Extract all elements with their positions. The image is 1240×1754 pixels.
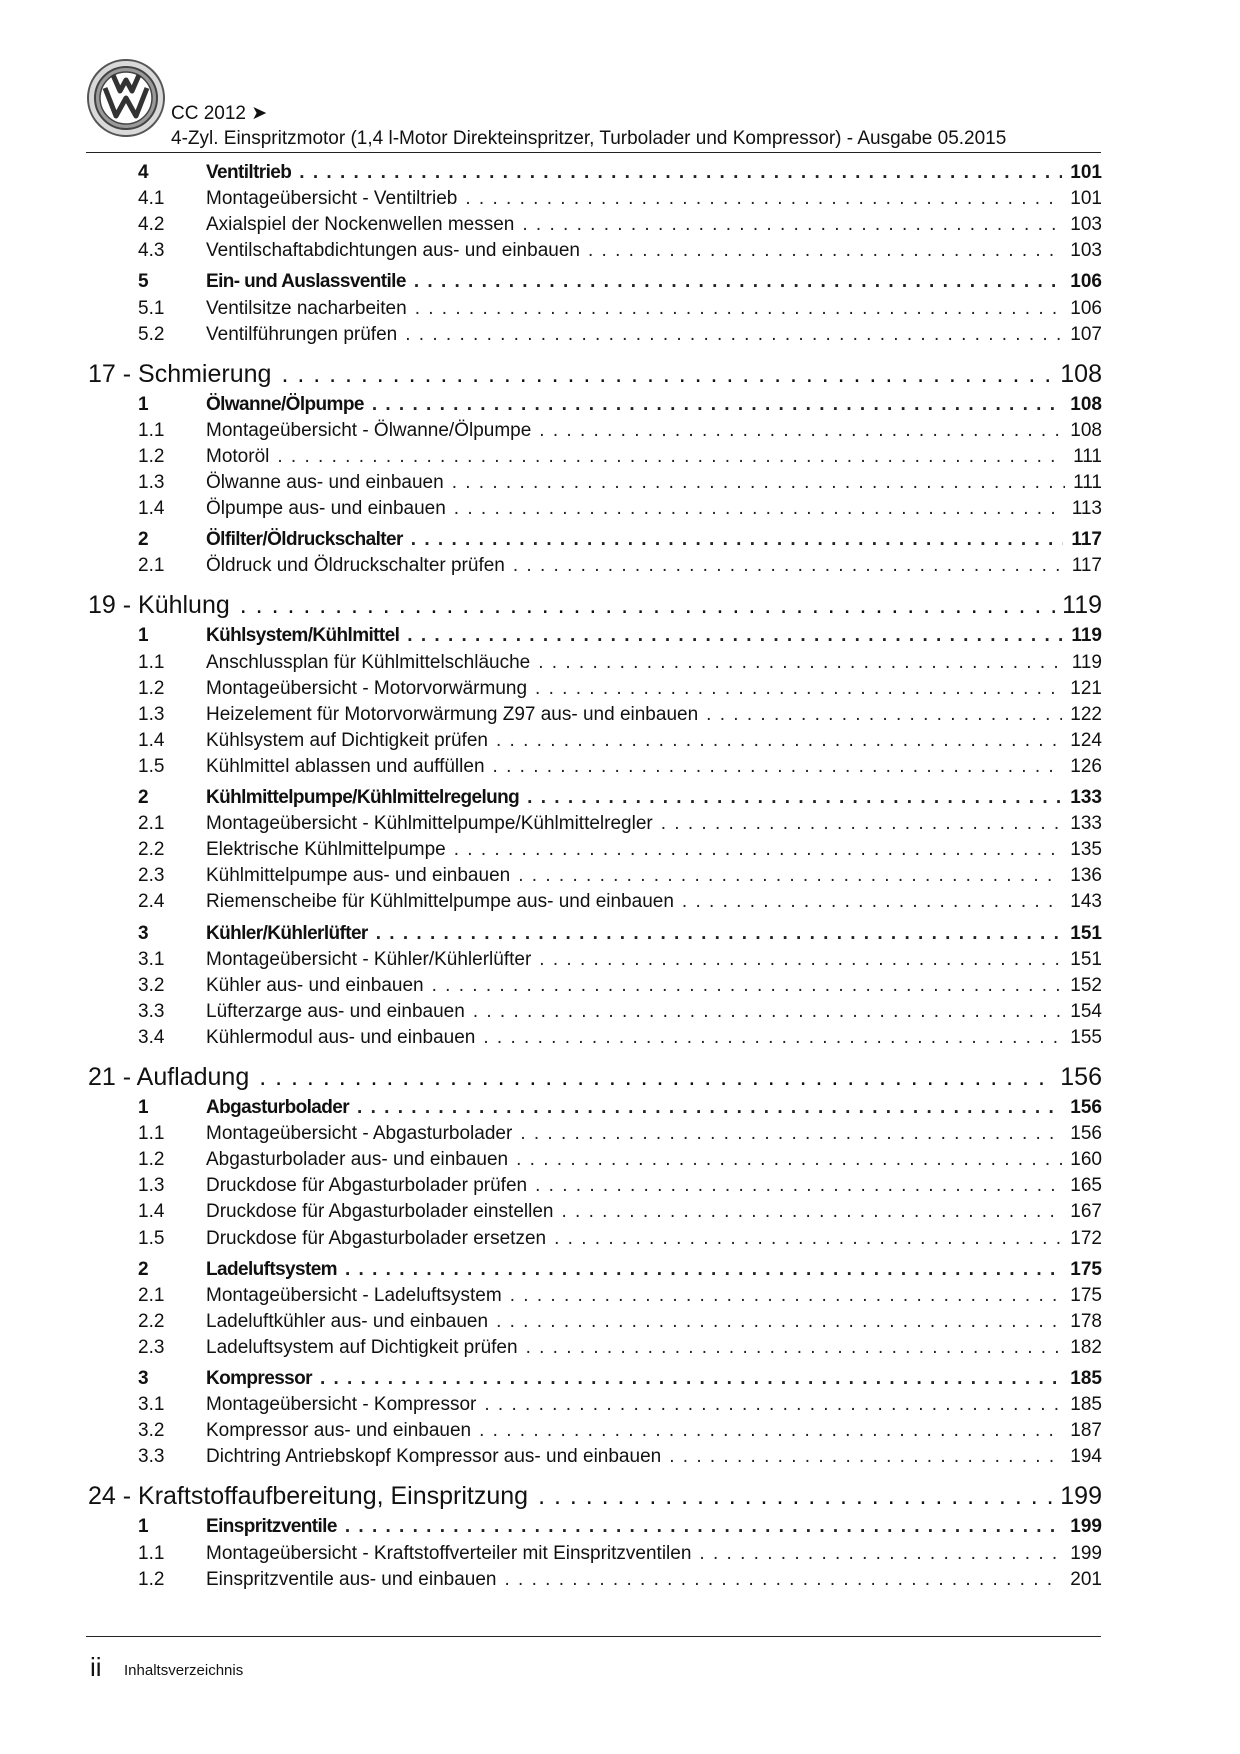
toc-entry[interactable] <box>0 186 1240 212</box>
toc-entry-number: 1.3 <box>138 1175 165 1197</box>
toc-entry[interactable] <box>0 1444 1240 1470</box>
toc-entry[interactable] <box>0 702 1240 728</box>
toc-entry-number: 3.2 <box>138 1420 165 1442</box>
toc-leader-dots <box>240 588 1058 622</box>
toc-page-number: 175 <box>1070 1284 1102 1306</box>
toc-chapter-entry[interactable] <box>0 392 1240 418</box>
toc-page-number: 103 <box>1070 214 1102 236</box>
toc-page-number: 101 <box>1070 188 1102 210</box>
toc-leader-dots <box>454 496 1064 522</box>
toc-entry-title: Anschlussplan für Kühlmittelschläuche <box>206 651 531 673</box>
toc-page-number: 172 <box>1070 1227 1102 1249</box>
toc-entry-number: 1.1 <box>138 1123 165 1145</box>
toc-leader-dots <box>452 470 1065 496</box>
toc-leader-dots <box>535 1173 1062 1199</box>
toc-leader-dots <box>484 1392 1062 1418</box>
toc-entry-title: Ventiltrieb <box>206 162 292 183</box>
toc-entry-number: 1.4 <box>138 729 165 751</box>
toc-entry[interactable] <box>0 496 1240 522</box>
toc-leader-dots <box>538 1479 1056 1513</box>
toc-entry-number: 1.1 <box>138 419 165 441</box>
toc-entry-title: Axialspiel der Nockenwellen messen <box>206 214 515 236</box>
toc-leader-dots <box>538 650 1063 676</box>
toc-page-number: 106 <box>1070 297 1102 319</box>
footer-label: Inhaltsverzeichnis <box>124 1662 244 1679</box>
toc-entry-title: Montageübersicht - Abgasturbolader <box>206 1123 513 1145</box>
toc-entry-number: 1 <box>138 625 149 647</box>
toc-section-title: 17 - Schmierung <box>88 359 272 388</box>
toc-leader-dots <box>513 553 1064 579</box>
toc-section-heading[interactable] <box>0 1060 1240 1094</box>
toc-entry-number: 2 <box>138 787 149 808</box>
toc-page-number: 185 <box>1070 1394 1102 1416</box>
toc-entry[interactable] <box>0 754 1240 780</box>
toc-leader-dots <box>414 269 1062 295</box>
toc-page-number: 154 <box>1070 1000 1102 1022</box>
toc-entry-title: Kühler/Kühlerlüfter <box>206 922 368 944</box>
toc-entry-title: Montageübersicht - Ölwanne/Ölpumpe <box>206 419 532 441</box>
toc-page-number: 182 <box>1070 1336 1102 1358</box>
toc-entry-number: 3 <box>138 922 149 944</box>
toc-leader-dots <box>516 1147 1062 1173</box>
toc-entry-number: 1.2 <box>138 445 165 467</box>
toc-leader-dots <box>669 1444 1062 1470</box>
toc-entry[interactable] <box>0 322 1240 348</box>
toc-entry-title: Ölfilter/Öldruckschalter <box>206 529 403 551</box>
toc-page-number: 119 <box>1062 591 1102 620</box>
toc-entry-title: Montageübersicht - Kompressor <box>206 1394 477 1416</box>
toc-entry-number: 1.3 <box>138 703 165 725</box>
toc-page-number: 152 <box>1070 974 1102 996</box>
toc-leader-dots <box>479 1418 1062 1444</box>
toc-entry-number: 3.1 <box>138 1394 165 1416</box>
toc-leader-dots <box>504 1567 1062 1593</box>
toc-page-number: 167 <box>1070 1201 1102 1223</box>
toc-entry-title: Kompressor aus- und einbauen <box>206 1420 472 1442</box>
toc-page-number: 175 <box>1070 1258 1102 1280</box>
toc-chapter-entry[interactable] <box>0 921 1240 947</box>
toc-entry-number: 1 <box>138 1097 149 1118</box>
header-divider <box>86 152 1101 153</box>
header-subtitle: 4-Zyl. Einspritzmotor (1,4 l-Motor Direkteinspritzer, Turbolader und Kompressor) - Ausgabe 05.2015 <box>171 128 1007 149</box>
toc-page-number: 111 <box>1073 445 1102 467</box>
toc-page-number: 155 <box>1070 1026 1102 1048</box>
toc-leader-dots <box>357 1095 1062 1121</box>
toc-entry-title: Druckdose für Abgasturbolader einstellen <box>206 1201 554 1223</box>
toc-entry-number: 1.1 <box>138 1542 165 1564</box>
toc-chapter-entry[interactable] <box>0 1514 1240 1540</box>
toc-entry-title: Ein- und Auslassventile <box>206 271 406 293</box>
toc-page-number: 122 <box>1070 703 1102 725</box>
toc-entry[interactable] <box>0 1335 1240 1361</box>
vw-logo-icon <box>86 58 166 138</box>
toc-entry-number: 2.3 <box>138 1336 165 1358</box>
toc-entry[interactable] <box>0 1121 1240 1147</box>
toc-leader-dots <box>527 785 1062 811</box>
toc-entry-title: Ladeluftsystem auf Dichtigkeit prüfen <box>206 1336 518 1358</box>
toc-entry-number: 4.2 <box>138 214 165 236</box>
toc-leader-dots <box>405 322 1062 348</box>
toc-page-number: 151 <box>1070 922 1102 944</box>
toc-entry[interactable] <box>0 1025 1240 1051</box>
toc-entry-number: 2.3 <box>138 865 165 887</box>
toc-entry-number: 3 <box>138 1368 149 1389</box>
toc-entry[interactable] <box>0 676 1240 702</box>
toc-leader-dots <box>522 212 1062 238</box>
toc-entry[interactable] <box>0 728 1240 754</box>
toc-entry-number: 2.2 <box>138 1310 165 1332</box>
toc-section-title: 19 - Kühlung <box>88 591 230 620</box>
toc-entry-title: Einspritzventile <box>206 1516 337 1538</box>
toc-page-number: 199 <box>1060 1482 1102 1511</box>
toc-entry-number: 2.2 <box>138 839 165 861</box>
toc-entry[interactable] <box>0 238 1240 264</box>
toc-chapter-entry[interactable] <box>0 1366 1240 1392</box>
toc-chapter-entry[interactable] <box>0 1257 1240 1283</box>
toc-entry[interactable] <box>0 470 1240 496</box>
toc-entry[interactable] <box>0 1567 1240 1593</box>
toc-entry-title: Öldruck und Öldruckschalter prüfen <box>206 555 505 577</box>
toc-leader-dots <box>493 754 1063 780</box>
toc-leader-dots <box>483 1025 1062 1051</box>
toc-page-number: 106 <box>1070 271 1102 293</box>
toc-page-number: 156 <box>1070 1123 1102 1145</box>
toc-entry-number: 1.1 <box>138 651 165 673</box>
footer-divider <box>86 1636 1101 1637</box>
toc-page-number: 133 <box>1070 813 1102 835</box>
toc-entry-title: Kühlmittelpumpe/Kühlmittelregelung <box>206 787 520 808</box>
toc-page-number: 160 <box>1070 1149 1102 1171</box>
toc-entry-number: 5.2 <box>138 323 165 345</box>
toc-leader-dots <box>520 1121 1062 1147</box>
toc-entry[interactable] <box>0 1309 1240 1335</box>
toc-entry[interactable] <box>0 973 1240 999</box>
toc-entry-title: Dichtring Antriebskopf Kompressor aus- und einbauen <box>206 1446 662 1468</box>
toc-entry-title: Kühler aus- und einbauen <box>206 974 424 996</box>
toc-entry[interactable] <box>0 1173 1240 1199</box>
toc-entry-title: Lüfterzarge aus- und einbauen <box>206 1000 465 1022</box>
toc-leader-dots <box>526 1335 1063 1361</box>
toc-entry[interactable] <box>0 947 1240 973</box>
toc-page-number: 151 <box>1070 948 1102 970</box>
toc-entry-number: 2.4 <box>138 891 165 913</box>
toc-entry-title: Abgasturbolader aus- und einbauen <box>206 1149 509 1171</box>
toc-entry-number: 1.2 <box>138 1149 165 1171</box>
toc-entry[interactable] <box>0 889 1240 915</box>
toc-entry-number: 1.5 <box>138 755 165 777</box>
toc-page-number: 124 <box>1070 729 1102 751</box>
toc-entry-title: Ölwanne/Ölpumpe <box>206 393 364 415</box>
toc-entry-title: Kühlmittel ablassen und auffüllen <box>206 755 485 777</box>
header-model: CC 2012 ➤ <box>171 103 268 124</box>
toc-page-number: 126 <box>1070 755 1102 777</box>
toc-entry-title: Ventilführungen prüfen <box>206 323 398 345</box>
toc-entry[interactable] <box>0 1199 1240 1225</box>
toc-entry-title: Abgasturbolader <box>206 1097 350 1118</box>
toc-entry-number: 1 <box>138 1516 149 1538</box>
toc-entry[interactable] <box>0 553 1240 579</box>
toc-entry-number: 2.1 <box>138 555 165 577</box>
toc-entry-number: 4.1 <box>138 188 165 210</box>
toc-entry[interactable] <box>0 1418 1240 1444</box>
toc-leader-dots <box>554 1226 1062 1252</box>
toc-section-title: 24 - Kraftstoffaufbereitung, Einspritzung <box>88 1482 529 1511</box>
toc-entry-title: Riemenscheibe für Kühlmittelpumpe aus- und einbauen <box>206 891 674 913</box>
toc-entry-title: Kühlsystem auf Dichtigkeit prüfen <box>206 729 488 751</box>
toc-entry-title: Montageübersicht - Motorvorwärmung <box>206 677 528 699</box>
toc-leader-dots <box>345 1514 1062 1540</box>
toc-entry-title: Ventilsitze nacharbeiten <box>206 297 407 319</box>
toc-entry-title: Elektrische Kühlmittelpumpe <box>206 839 446 861</box>
toc-entry-title: Montageübersicht - Kühler/Kühlerlüfter <box>206 948 532 970</box>
toc-leader-dots <box>535 676 1062 702</box>
toc-leader-dots <box>372 392 1062 418</box>
toc-leader-dots <box>661 811 1063 837</box>
toc-leader-dots <box>411 527 1064 553</box>
page-header <box>86 58 1101 148</box>
toc-entry-title: Kühlmittelpumpe aus- und einbauen <box>206 865 511 887</box>
toc-page-number: 178 <box>1070 1310 1102 1332</box>
toc-leader-dots <box>496 1309 1062 1335</box>
toc-entry-title: Montageübersicht - Ladeluftsystem <box>206 1284 502 1306</box>
toc-entry[interactable] <box>0 212 1240 238</box>
toc-leader-dots <box>518 863 1062 889</box>
toc-entry-title: Einspritzventile aus- und einbauen <box>206 1568 497 1590</box>
toc-page-number: 133 <box>1070 787 1102 808</box>
toc-entry[interactable] <box>0 650 1240 676</box>
toc-entry-title: Kühlermodul aus- und einbauen <box>206 1026 476 1048</box>
toc-entry-number: 5.1 <box>138 297 165 319</box>
toc-page-number: 101 <box>1070 162 1102 183</box>
toc-leader-dots <box>415 296 1063 322</box>
toc-section-heading[interactable] <box>0 1479 1240 1513</box>
toc-entry-number: 4 <box>138 162 149 183</box>
toc-entry[interactable] <box>0 811 1240 837</box>
toc-entry[interactable] <box>0 1392 1240 1418</box>
toc-entry-number: 3.1 <box>138 948 165 970</box>
toc-entry-number: 3.4 <box>138 1026 165 1048</box>
toc-leader-dots <box>496 728 1062 754</box>
toc-page-number: 187 <box>1070 1420 1102 1442</box>
toc-page-number: 194 <box>1070 1446 1102 1468</box>
page-number: ii <box>90 1652 102 1682</box>
toc-entry[interactable] <box>0 837 1240 863</box>
toc-entry[interactable] <box>0 1283 1240 1309</box>
toc-page-number: 199 <box>1070 1542 1102 1564</box>
toc-entry-title: Ölwanne aus- und einbauen <box>206 472 444 493</box>
toc-page-number: 119 <box>1071 651 1102 673</box>
toc-page-number: 156 <box>1070 1097 1102 1118</box>
toc-entry-number: 2.1 <box>138 813 165 835</box>
toc-entry-number: 3.3 <box>138 1000 165 1022</box>
toc-page-number: 135 <box>1070 839 1102 861</box>
toc-page-number: 108 <box>1060 359 1102 388</box>
toc-entry-title: Heizelement für Motorvorwärmung Z97 aus- und einbauen <box>206 703 699 725</box>
toc-entry-title: Montageübersicht - Kraftstoffverteiler mit Einspritzventilen <box>206 1542 692 1564</box>
toc-section-heading[interactable] <box>0 357 1240 391</box>
toc-page-number: 119 <box>1071 625 1102 647</box>
toc-leader-dots <box>281 357 1056 391</box>
toc-leader-dots <box>561 1199 1062 1225</box>
toc-chapter-entry[interactable] <box>0 1095 1240 1121</box>
toc-entry[interactable] <box>0 1541 1240 1567</box>
toc-leader-dots <box>588 238 1062 264</box>
toc-entry-number: 3.3 <box>138 1446 165 1468</box>
toc-entry[interactable] <box>0 418 1240 444</box>
toc-leader-dots <box>682 889 1062 915</box>
toc-entry-title: Kompressor <box>206 1368 312 1389</box>
toc-page-number: 117 <box>1071 529 1102 551</box>
toc-leader-dots <box>473 999 1062 1025</box>
toc-page-number: 111 <box>1073 472 1102 493</box>
toc-entry-title: Motoröl <box>206 445 270 467</box>
toc-section-heading[interactable] <box>0 588 1240 622</box>
toc-leader-dots <box>345 1257 1062 1283</box>
toc-page-number: 108 <box>1070 419 1102 441</box>
toc-page-number: 156 <box>1060 1063 1102 1091</box>
toc-leader-dots <box>259 1060 1056 1094</box>
toc-page-number: 121 <box>1070 677 1102 699</box>
toc-entry-number: 1.5 <box>138 1227 165 1249</box>
toc-page-number: 165 <box>1070 1175 1102 1197</box>
toc-leader-dots <box>277 444 1065 470</box>
toc-entry[interactable] <box>0 296 1240 322</box>
toc-leader-dots <box>539 947 1062 973</box>
toc-leader-dots <box>699 1541 1062 1567</box>
toc-leader-dots <box>706 702 1062 728</box>
toc-leader-dots <box>320 1366 1062 1392</box>
toc-entry-title: Ladeluftkühler aus- und einbauen <box>206 1310 489 1332</box>
toc-page-number: 103 <box>1070 240 1102 262</box>
toc-entry-title: Druckdose für Abgasturbolader prüfen <box>206 1175 528 1197</box>
toc-page-number: 108 <box>1070 393 1102 415</box>
toc-page-number: 117 <box>1071 555 1102 577</box>
toc-entry-title: Druckdose für Abgasturbolader ersetzen <box>206 1227 547 1249</box>
toc-leader-dots <box>510 1283 1063 1309</box>
toc-page-number: 143 <box>1070 891 1102 913</box>
toc-entry[interactable] <box>0 1147 1240 1173</box>
toc-entry[interactable] <box>0 999 1240 1025</box>
toc-entry-number: 2 <box>138 1258 149 1280</box>
toc-entry-title: Ölpumpe aus- und einbauen <box>206 498 446 520</box>
toc-leader-dots <box>407 623 1063 649</box>
toc-entry-number: 3.2 <box>138 974 165 996</box>
toc-entry-title: Kühlsystem/Kühlmittel <box>206 625 400 647</box>
toc-entry-number: 4.3 <box>138 240 165 262</box>
toc-leader-dots <box>299 160 1062 186</box>
toc-entry[interactable] <box>0 444 1240 470</box>
toc-page-number: 136 <box>1070 865 1102 887</box>
toc-page-number: 199 <box>1070 1516 1102 1538</box>
toc-chapter-entry[interactable] <box>0 623 1240 649</box>
toc-entry-title: Montageübersicht - Kühlmittelpumpe/Kühlmittelregler <box>206 813 653 835</box>
toc-entry-number: 2.1 <box>138 1284 165 1306</box>
toc-chapter-entry[interactable] <box>0 160 1240 186</box>
toc-entry-title: Ventilschaftabdichtungen aus- und einbauen <box>206 240 580 262</box>
toc-leader-dots <box>454 837 1063 863</box>
toc-entry[interactable] <box>0 863 1240 889</box>
toc-page-number: 107 <box>1070 323 1102 345</box>
toc-entry-number: 2 <box>138 529 149 551</box>
toc-entry-number: 1.2 <box>138 677 165 699</box>
toc-leader-dots <box>376 921 1063 947</box>
toc-leader-dots <box>432 973 1063 999</box>
toc-chapter-entry[interactable] <box>0 785 1240 811</box>
toc-entry-number: 5 <box>138 271 149 293</box>
toc-entry-number: 1.2 <box>138 1568 165 1590</box>
toc-entry-number: 1.4 <box>138 1201 165 1223</box>
toc-entry[interactable] <box>0 1226 1240 1252</box>
toc-chapter-entry[interactable] <box>0 527 1240 553</box>
toc-page-number: 201 <box>1070 1568 1102 1590</box>
toc-entry-number: 1.4 <box>138 498 165 520</box>
toc-entry-number: 1 <box>138 393 149 415</box>
toc-page-number: 113 <box>1071 498 1102 520</box>
toc-section-title: 21 - Aufladung <box>88 1063 250 1091</box>
toc-entry-title: Ladeluftsystem <box>206 1258 337 1280</box>
toc-leader-dots <box>539 418 1062 444</box>
toc-chapter-entry[interactable] <box>0 269 1240 295</box>
toc-entry-number: 1.3 <box>138 472 165 493</box>
toc-leader-dots <box>465 186 1062 212</box>
toc-page-number: 185 <box>1070 1368 1102 1389</box>
toc-entry-title: Montageübersicht - Ventiltrieb <box>206 188 458 210</box>
